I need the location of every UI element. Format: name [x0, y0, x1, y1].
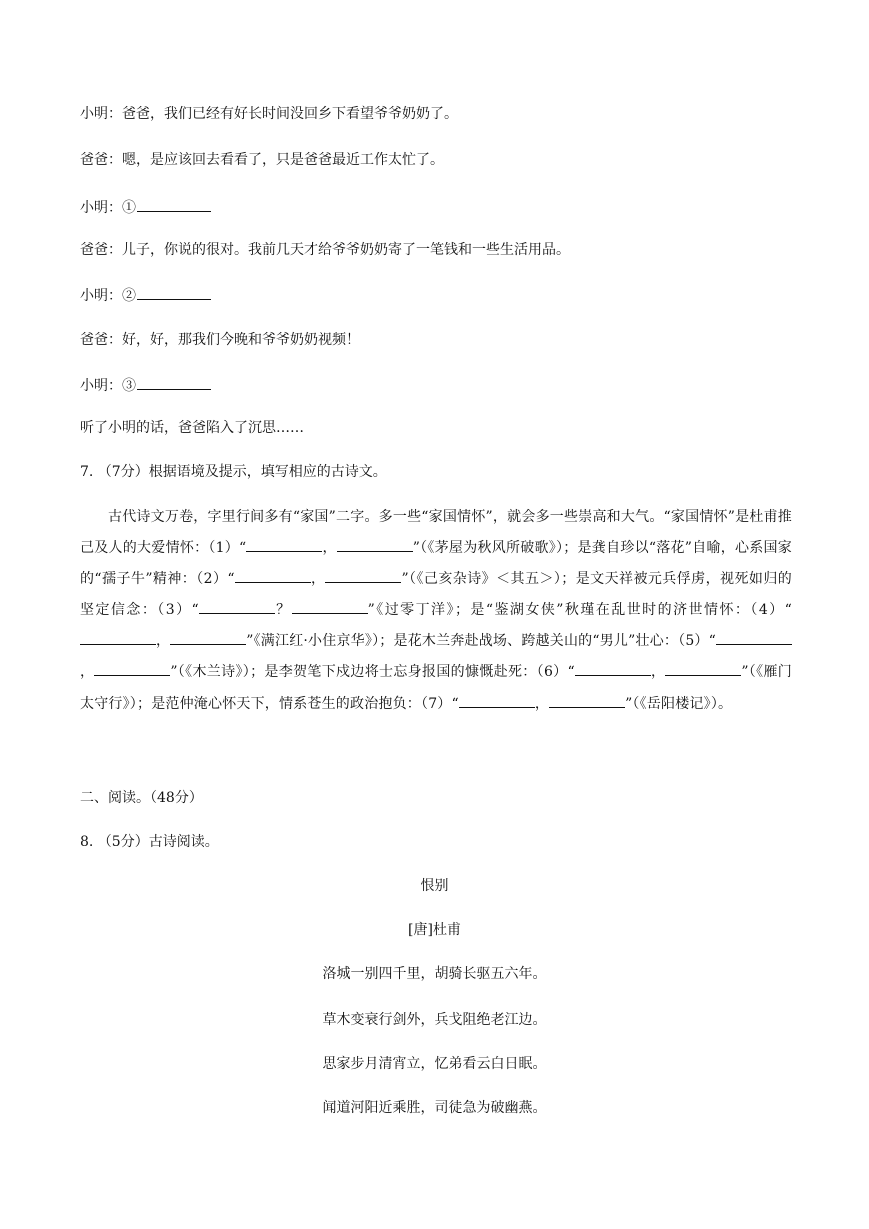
- dialogue-line-8: 听了小明的话，爸爸陷入了沉思……: [80, 420, 304, 436]
- dialogue-line-1: 小明：爸爸，我们已经有好长时间没回乡下看望爷爷奶奶了。: [80, 106, 458, 122]
- q7-text-6: ”（《木兰诗》）；是李贺笔下戍边将士忘身报国的慷慨赴死：（6）“: [170, 664, 575, 681]
- poem-blank-4a[interactable]: [80, 629, 156, 645]
- poem-blank-4b[interactable]: [170, 629, 246, 645]
- q7-comma-6: ，: [650, 664, 666, 681]
- section-2-header: 二、阅读。（48分）: [80, 790, 203, 806]
- poem-author: [唐]杜甫: [408, 922, 461, 938]
- poem-title: 恨别: [420, 878, 449, 894]
- q7-text-2: ”（《茅屋为秋风所破歌》）；是龚自珍以“落花”自喻，心系国家的“孺子牛”精神：（2）“: [80, 540, 792, 588]
- poem-blank-7a[interactable]: [459, 692, 535, 708]
- poem-blank-1b[interactable]: [337, 536, 413, 552]
- question-7-paragraph: [80, 502, 792, 720]
- dialogue-line-2: 爸爸：嗯，是应该回去看看了，只是爸爸最近工作太忙了。: [80, 152, 444, 168]
- q7-comma-4: ，: [156, 633, 171, 650]
- q7-text-5: ”《满江红·小住京华》）；是花木兰奔赴战场、跨越关山的“男儿”壮心：（5）“: [246, 633, 716, 650]
- q7-comma-1: ，: [322, 540, 337, 557]
- poem-blank-2b[interactable]: [325, 567, 401, 583]
- q7-question-3: ？: [274, 602, 292, 619]
- poem-blank-2a[interactable]: [235, 567, 311, 583]
- dialogue-line-7-text: 小明：③: [80, 378, 136, 394]
- poem-line-2: 草木变衰行剑外，兵戈阻绝老江边。: [322, 1012, 547, 1028]
- q7-text-8: ”（《岳阳楼记》）。: [625, 695, 733, 712]
- q7-text-1: 古代诗文万卷，字里行间多有“家国”二字。多一些“家国情怀”，就会多一些崇高和大气。“家国情怀”是杜甫推己及人的大爱情怀：（1）“: [80, 509, 792, 557]
- question-7-header: 7. （7分）根据语境及提示，填写相应的古诗文。: [80, 464, 387, 480]
- dialogue-line-3: [80, 196, 211, 218]
- q7-text-3: ”（《己亥杂诗》＜其五＞）；是文天祥被元兵俘虏，视死如归的坚定信念：（3）“: [80, 571, 792, 619]
- poem-blank-5b[interactable]: [94, 660, 170, 676]
- question-8-header: 8. （5分）古诗阅读。: [80, 834, 219, 850]
- dialogue-line-6: 爸爸：好，好，那我们今晚和爷爷奶奶视频！: [80, 332, 360, 348]
- answer-blank-2[interactable]: [137, 284, 211, 300]
- poem-line-3: 思家步月清宵立，忆弟看云白日眠。: [322, 1056, 547, 1072]
- dialogue-line-7: [80, 374, 211, 396]
- poem-blank-3b[interactable]: [292, 598, 368, 614]
- poem-blank-1a[interactable]: [246, 536, 322, 552]
- dialogue-line-5: [80, 284, 211, 306]
- q7-comma-5: ，: [80, 664, 95, 681]
- q7-comma-2: ，: [310, 571, 326, 588]
- dialogue-line-5-text: 小明：②: [80, 288, 136, 304]
- poem-line-1: 洛城一别四千里，胡骑长驱五六年。: [322, 966, 547, 982]
- poem-line-4: 闻道河阳近乘胜，司徒急为破幽燕。: [322, 1100, 547, 1116]
- poem-blank-6b[interactable]: [665, 660, 741, 676]
- q7-comma-7: ，: [534, 695, 550, 712]
- q7-text-7: ”（《雁门太守行》）；是范仲淹心怀天下，情系苍生的政治抱负：（7）“: [80, 664, 792, 712]
- answer-blank-1[interactable]: [137, 196, 211, 212]
- answer-blank-3[interactable]: [137, 374, 211, 390]
- dialogue-line-4: 爸爸：儿子，你说的很对。我前几天才给爷爷奶奶寄了一笔钱和一些生活用品。: [80, 242, 570, 258]
- poem-blank-7b[interactable]: [549, 692, 625, 708]
- poem-blank-5a[interactable]: [716, 629, 792, 645]
- poem-blank-3a[interactable]: [199, 598, 275, 614]
- q7-text-4: ”《过零丁洋》；是“鉴湖女侠”秋瑾在乱世时的济世情怀：（4）“: [367, 602, 792, 619]
- poem-blank-6a[interactable]: [575, 660, 651, 676]
- dialogue-line-3-text: 小明：①: [80, 200, 136, 216]
